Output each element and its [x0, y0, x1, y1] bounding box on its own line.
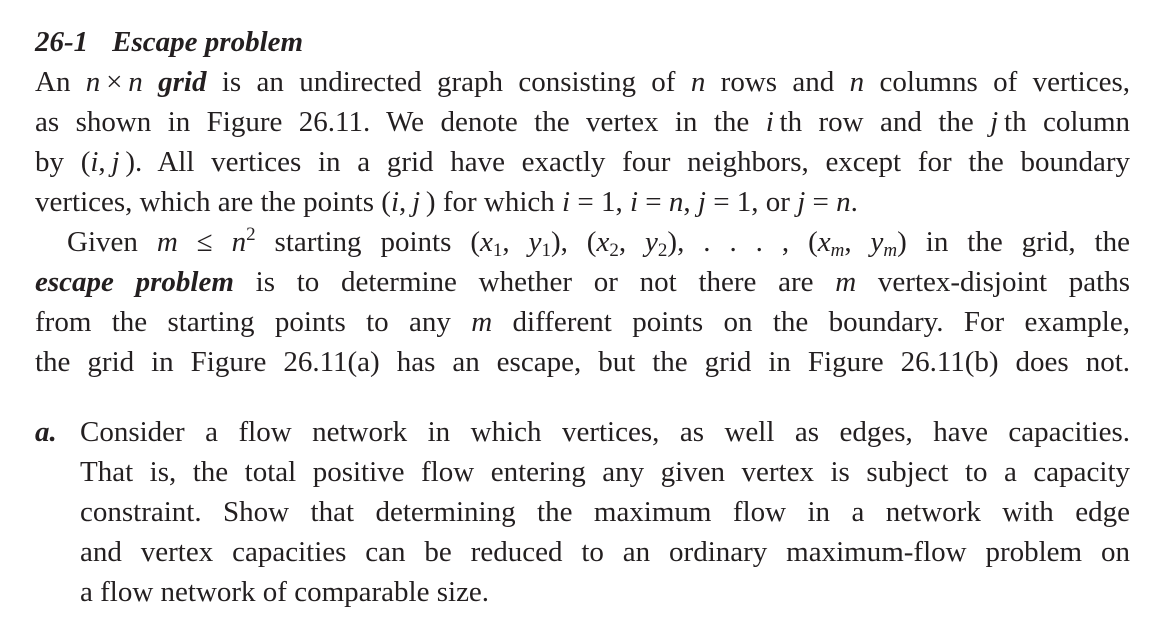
text-line: Given $m \le n^2$ starting points ($x_1$, $y_1$), ($x_2$, $y_2$), . . . , ($x_m$, $y_m$) in the grid, the [67, 224, 1130, 261]
paragraph-grid-definition [35, 62, 1130, 222]
text-line: That is, the total positive flow entering any given vertex is subject to a capacity [80, 456, 1130, 488]
part-a-label: a. [35, 416, 57, 448]
part-a [35, 412, 1130, 612]
problem-heading [35, 22, 1130, 62]
text-line: the grid in Figure 26.11(a) has an escape, but the grid in Figure 26.11(b) does not. [35, 346, 1130, 378]
text-line: by (i, j ). All vertices in a grid have exactly four neighbors, except for the boundary [35, 146, 1130, 178]
text-line: constraint. Show that determining the maximum flow in a network with edge [80, 496, 1130, 528]
text-line: and vertex capacities can be reduced to an ordinary maximum-flow problem on [80, 536, 1130, 568]
text-line: vertices, which are the points (i, j ) for which i = 1, i = n, j = 1, or j = n. [35, 186, 858, 218]
text-line: as shown in Figure 26.11. We denote the vertex in the i th row and the j th column [35, 106, 1130, 138]
text-line: escape problem is to determine whether or not there are m vertex-disjoint paths [35, 266, 1130, 298]
problem-text [35, 22, 1130, 612]
text-line: An n × n grid is an undirected graph consisting of n rows and n columns of vertices, [35, 66, 1131, 98]
text-line: from the starting points to any m different points on the boundary. For example, [35, 306, 1130, 338]
problem-title: Escape problem [112, 26, 304, 58]
problem-number: 26-1 [35, 26, 89, 58]
text-line: a. Consider a flow network in which vertices, as well as edges, have capacities. [35, 412, 1130, 452]
text-line: a flow network of comparable size. [80, 576, 490, 608]
paragraph-escape-problem [35, 222, 1130, 382]
